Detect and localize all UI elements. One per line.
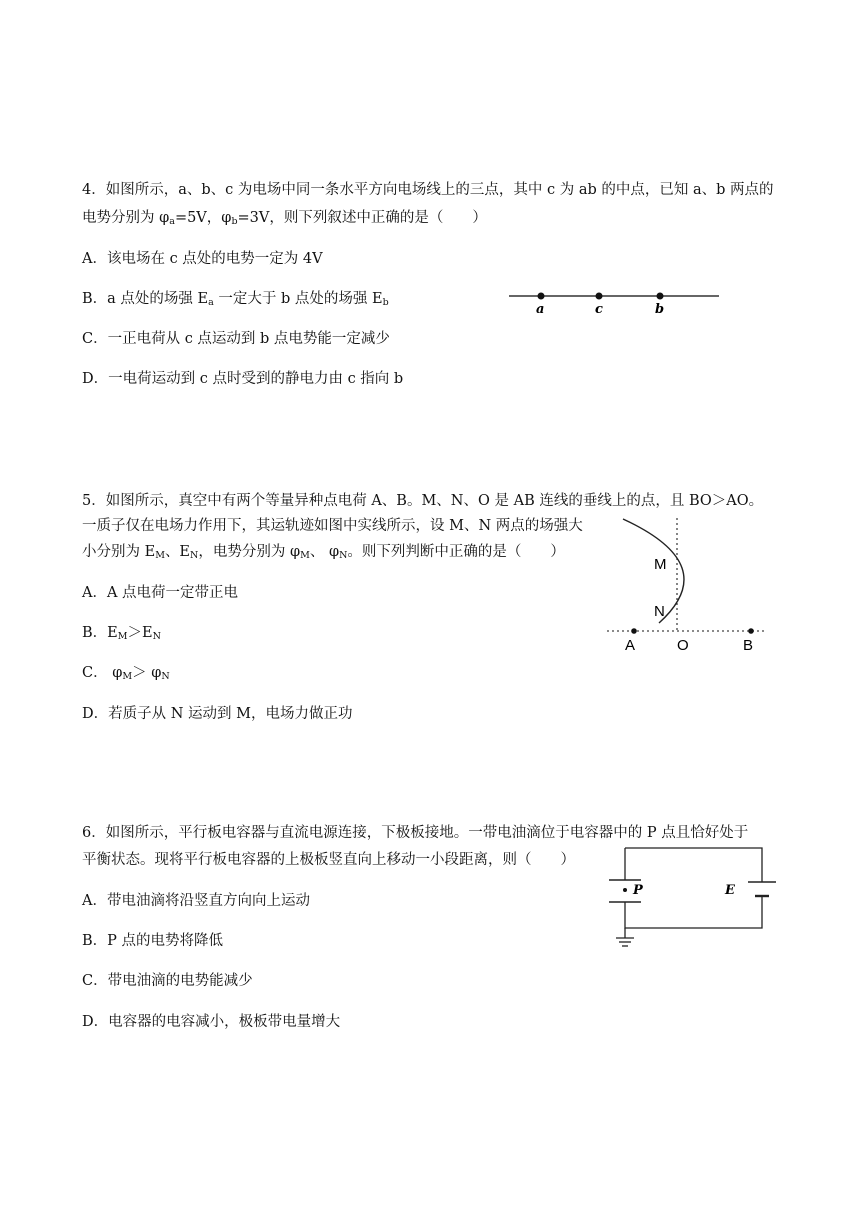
q5-charges-figure bbox=[605, 515, 770, 660]
q6-option-a: A．带电油滴将沿竖直方向向上运动 bbox=[82, 893, 310, 909]
q5-option-c: C． $\varphi_M> \varphi_N$ bbox=[82, 665, 170, 682]
q5-stem-line2: 一质子仅在电场力作用下，其运轨迹如图中实线所示，设 M、N 两点的场强大 bbox=[82, 518, 583, 534]
label-a: a bbox=[536, 302, 545, 317]
q5-stem-line3: 小分别为 $E_M$、$E_N$，电势分别为 $\varphi_M$、 $\varphi_N$。则下列判断中正确的是（ ） bbox=[82, 544, 565, 561]
q5-option-b: B．$E_M>E_N$ bbox=[82, 625, 161, 642]
charge-b bbox=[748, 628, 754, 634]
q5-stem-line1: 5．如图所示，真空中有两个等量异种点电荷 A、B。M、N、O 是 AB 连线的垂线上的点，且 BO＞AO。 bbox=[82, 493, 764, 509]
oil-drop-point-p bbox=[623, 888, 627, 892]
q6-option-d: D．电容器的电容减小，极板带电量增大 bbox=[82, 1014, 341, 1030]
label-n: N bbox=[654, 603, 665, 620]
label-b: b bbox=[655, 302, 665, 317]
q6-option-c: C．带电油滴的电势能减少 bbox=[82, 973, 253, 989]
top-wire bbox=[625, 848, 762, 882]
q4-option-c: C．一正电荷从 c 点运动到 b 点电势能一定减少 bbox=[82, 331, 390, 347]
q4-field-line-figure bbox=[505, 284, 725, 320]
label-o: O bbox=[677, 637, 689, 654]
point-c bbox=[596, 293, 603, 300]
label-c: c bbox=[595, 302, 603, 317]
charge-a bbox=[631, 628, 637, 634]
label-e: E bbox=[725, 883, 735, 898]
label-a: A bbox=[625, 637, 636, 654]
q5-option-a: A．A 点电荷一定带正电 bbox=[82, 585, 239, 601]
q5-option-d: D．若质子从 N 运动到 M，电场力做正功 bbox=[82, 706, 353, 722]
q4-option-a: A．该电场在 c 点处的电势一定为 4V bbox=[82, 251, 323, 267]
q4-stem-line2: 电势分别为 $\varphi_a=5V$，$\varphi_b=3V$，则下列叙述中正确的是（ ） bbox=[82, 210, 487, 227]
point-a bbox=[538, 293, 545, 300]
bottom-wire bbox=[625, 896, 762, 928]
q4-stem-line1: 4．如图所示，a、b、c 为电场中同一条水平方向电场线上的三点，其中 c 为 ab 的中点，已知 a、b 两点的 bbox=[82, 182, 774, 198]
q6-capacitor-circuit-figure bbox=[600, 842, 785, 957]
q6-stem-line2: 平衡状态。现将平行板电容器的上极板竖直向上移动一小段距离，则（ ） bbox=[82, 852, 575, 868]
label-b: B bbox=[743, 637, 754, 654]
q4-option-d: D．一电荷运动到 c 点时受到的静电力由 c 指向 b bbox=[82, 371, 404, 387]
q6-option-b: B．P 点的电势将降低 bbox=[82, 933, 224, 949]
point-b bbox=[657, 293, 664, 300]
label-p: P bbox=[633, 883, 643, 898]
q6-stem-line1: 6．如图所示，平行板电容器与直流电源连接，下极板接地。一带电油滴位于电容器中的 P 点且恰好处于 bbox=[82, 825, 749, 841]
q4-option-b: B．a 点处的场强 $E_a$ 一定大于 b 点处的场强 $E_b$ bbox=[82, 291, 389, 308]
label-m: M bbox=[654, 556, 667, 573]
